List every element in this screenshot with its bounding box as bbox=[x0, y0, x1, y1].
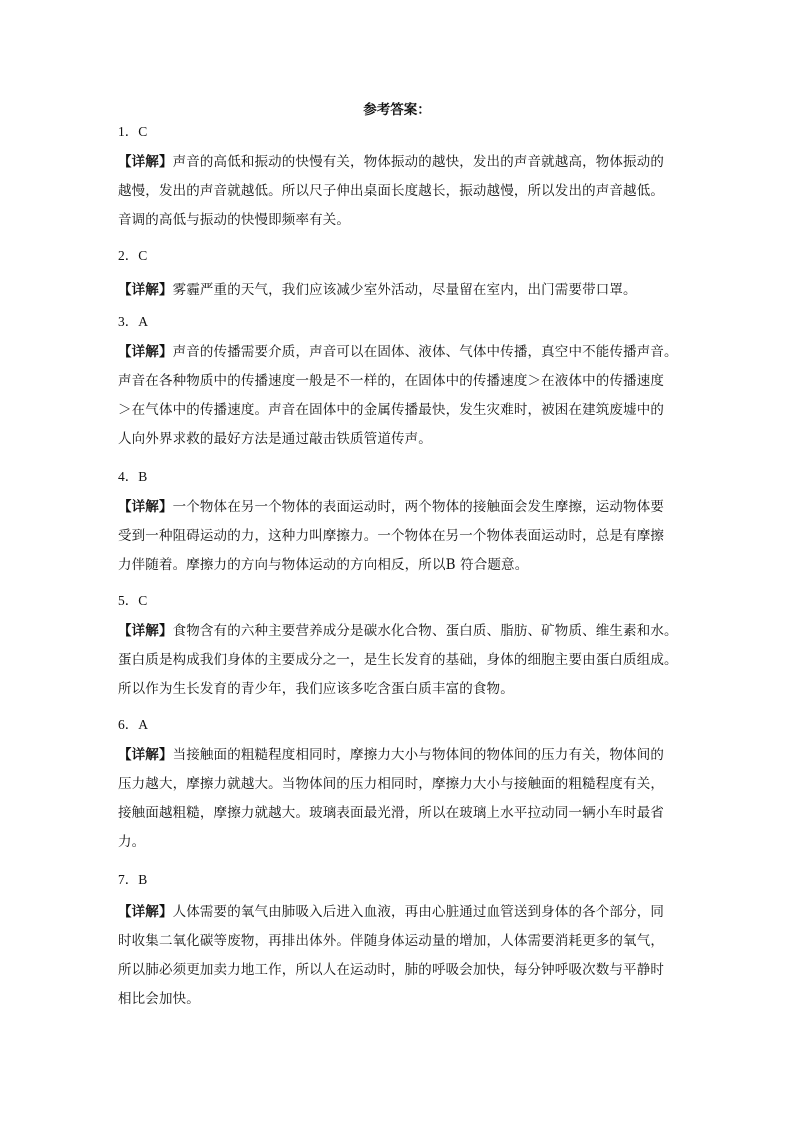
explanation-line: 声音在各种物质中的传播速度一般是不一样的，在固体中的传播速度＞在液体中的传播速度 bbox=[118, 373, 664, 389]
explanation-line bbox=[118, 148, 698, 177]
question-number: 3．A bbox=[118, 314, 148, 329]
question-number: 1．C bbox=[118, 124, 148, 139]
explanation-text: 一个物体在另一个物体的表面运动时，两个物体的接触面会发生摩擦，运动物体要 bbox=[172, 499, 665, 515]
explanation-line: 力伴随着。摩擦力的方向与物体运动的方向相反，所以B 符合题意。 bbox=[118, 557, 529, 573]
detail-tag: 【详解】 bbox=[118, 747, 173, 763]
question-number: 6．A bbox=[118, 717, 148, 732]
explanation-text: 人体需要的氧气由肺吸入后进入血液，再由心脏通过血管送到身体的各个部分，同 bbox=[172, 904, 665, 920]
explanation-line bbox=[118, 493, 698, 522]
detail-tag: 【详解】 bbox=[118, 499, 173, 515]
explanation-paragraph bbox=[118, 338, 698, 454]
explanation-text: 声音的传播需要介质，声音可以在固体、液体、气体中传播，真空中不能传播声音。 bbox=[172, 344, 678, 360]
explanation-text: 声音的高低和振动的快慢有关，物体振动的越快，发出的声音就越高，物体振动的 bbox=[172, 154, 665, 170]
explanation-line: ＞在气体中的传播速度。声音在固体中的金属传播最快，发生灾难时，被困在建筑废墟中的 bbox=[118, 402, 664, 418]
explanation-line: 蛋白质是构成我们身体的主要成分之一，是生长发育的基础，身体的细胞主要由蛋白质组成。 bbox=[118, 652, 678, 668]
explanation-text: 雾霾严重的天气，我们应该减少室外活动，尽量留在室内，出门需要带口罩。 bbox=[172, 282, 637, 298]
explanation-paragraph bbox=[118, 617, 698, 704]
question-number: 7．B bbox=[118, 872, 148, 887]
detail-tag: 【详解】 bbox=[118, 623, 173, 639]
explanation-line bbox=[118, 898, 698, 927]
explanation-paragraph bbox=[118, 741, 698, 857]
explanation-paragraph bbox=[118, 276, 698, 305]
explanation-line bbox=[118, 617, 698, 646]
explanation-line bbox=[118, 741, 698, 770]
explanation-line: 受到一种阻碍运动的力，这种力叫摩擦力。一个物体在另一个物体表面运动时，总是有摩擦 bbox=[118, 528, 664, 544]
explanation-paragraph bbox=[118, 493, 698, 580]
question-number: 5．C bbox=[118, 593, 148, 608]
question-number: 4．B bbox=[118, 469, 148, 484]
explanation-line: 相比会加快。 bbox=[118, 991, 200, 1007]
explanation-line: 力。 bbox=[118, 834, 146, 850]
detail-tag: 【详解】 bbox=[118, 344, 173, 360]
question-number: 2．C bbox=[118, 248, 148, 263]
explanation-line: 所以作为生长发育的青少年，我们应该多吃含蛋白质丰富的食物。 bbox=[118, 681, 514, 697]
explanation-line: 所以肺必须更加卖力地工作，所以人在运动时，肺的呼吸会加快，每分钟呼吸次数与平静时 bbox=[118, 962, 664, 978]
explanation-line bbox=[118, 276, 698, 305]
explanation-line: 时收集二氧化碳等废物，再排出体外。伴随身体运动量的增加，人体需要消耗更多的氧气， bbox=[118, 933, 664, 949]
explanation-line: 音调的高低与振动的快慢即频率有关。 bbox=[118, 212, 351, 228]
detail-tag: 【详解】 bbox=[118, 282, 173, 298]
explanation-line: 接触面越粗糙，摩擦力就越大。玻璃表面最光滑，所以在玻璃上水平拉动同一辆小车时最省 bbox=[118, 805, 664, 821]
explanation-line bbox=[118, 338, 698, 367]
detail-tag: 【详解】 bbox=[118, 904, 173, 920]
detail-tag: 【详解】 bbox=[118, 154, 173, 170]
page-title: 参考答案： bbox=[363, 102, 431, 118]
explanation-text: 当接触面的粗糙程度相同时，摩擦力大小与物体间的物体间的压力有关，物体间的 bbox=[172, 747, 665, 763]
explanation-text: 食物含有的六种主要营养成分是碳水化合物、蛋白质、脂肪、矿物质、维生素和水。 bbox=[172, 623, 678, 639]
explanation-line: 压力越大，摩擦力就越大。当物体间的压力相同时，摩擦力大小与接触面的粗糙程度有关， bbox=[118, 776, 664, 792]
explanation-paragraph bbox=[118, 898, 698, 1014]
explanation-line: 越慢，发出的声音就越低。所以尺子伸出桌面长度越长，振动越慢，所以发出的声音越低。 bbox=[118, 183, 664, 199]
explanation-line: 人向外界求救的最好方法是通过敲击铁质管道传声。 bbox=[118, 431, 432, 447]
explanation-paragraph bbox=[118, 148, 698, 235]
